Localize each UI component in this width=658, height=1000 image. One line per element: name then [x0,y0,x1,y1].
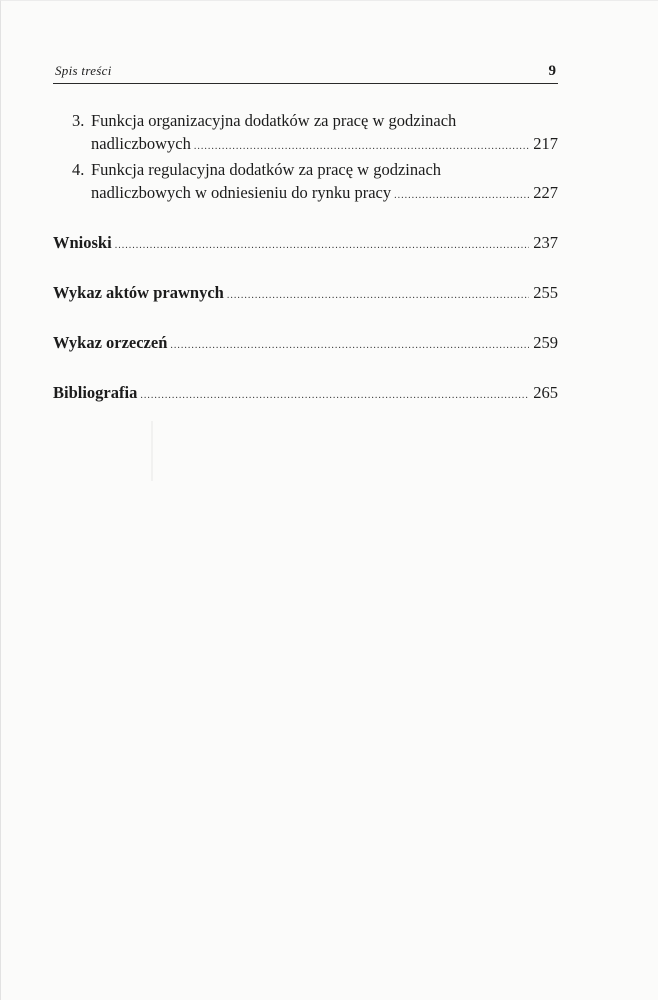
toc-entry-wykaz-aktow-prawnych [53,281,558,307]
dot-leader [140,384,529,407]
toc-subentry-page: 227 [533,183,558,202]
running-title: Spis treści [55,63,112,78]
toc-subentry-number: 3. [72,111,85,130]
dot-leader [227,284,529,307]
toc-subentry-leader-row [91,181,558,207]
dot-leader [194,135,529,158]
toc-entry-title: Wykaz aktów prawnych [53,283,224,302]
toc-entry-title: Wykaz orzeczeń [53,333,168,352]
dot-leader [170,334,529,357]
toc-subentry-title-line2: nadliczbowych [91,134,191,153]
toc-subentry-title-line1: Funkcja regulacyjna dodatków za pracę w godzinach [91,160,442,179]
toc-subentry [53,158,558,207]
toc-entry-title: Bibliografia [53,383,138,402]
toc-entry-wykaz-orzeczen [53,331,558,357]
toc-entry-page: 265 [533,383,558,402]
toc-entry-page: 259 [533,333,558,352]
toc-subentry-number: 4. [72,160,85,179]
toc-entry-title: Wnioski [53,233,112,252]
toc-entry-page: 255 [533,283,558,302]
toc-subentry-title-line1: Funkcja organizacyjna dodatków za pracę w godzinach [91,111,457,130]
dot-leader [394,184,529,207]
paper-fold-shadow [151,421,153,481]
dot-leader [115,234,530,257]
toc-entry-bibliografia [53,381,558,407]
toc-subentry-leader-row [91,132,558,158]
running-head [53,61,558,84]
toc-subentry [53,109,558,158]
toc-subentry-page: 217 [533,134,558,153]
toc-subentry-title-line2: nadliczbowych w odniesieniu do rynku pracy [91,183,392,202]
page-number: 9 [548,63,556,79]
table-of-contents [53,109,558,407]
toc-entry-page: 237 [533,233,558,252]
toc-entry-wnioski [53,231,558,257]
